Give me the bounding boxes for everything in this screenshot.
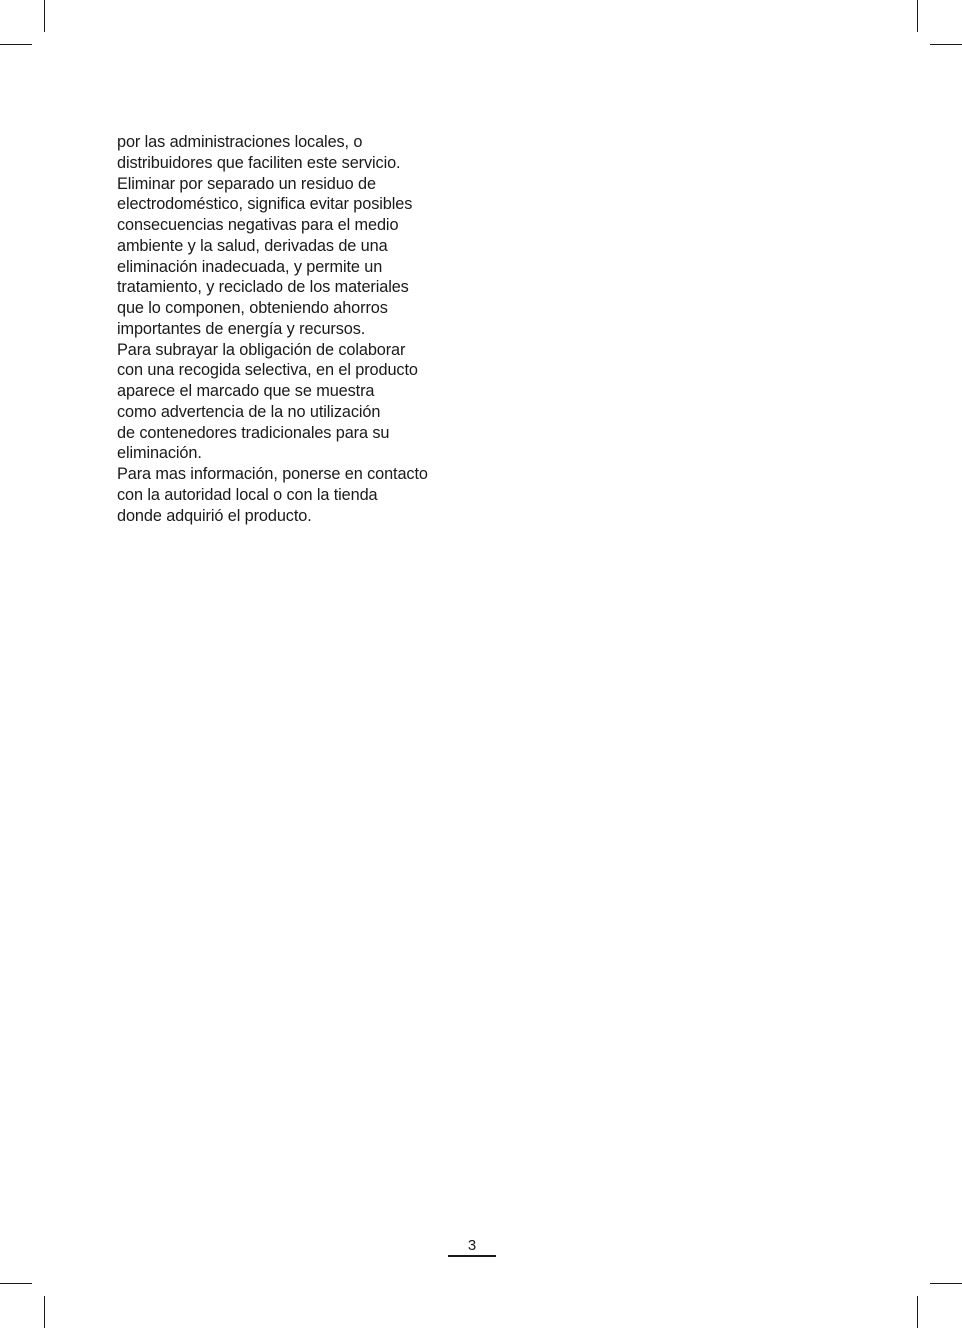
text-line: donde adquirió el producto. [117, 506, 312, 525]
crop-mark-bottom-right-horizontal [930, 1283, 962, 1284]
crop-mark-top-left-vertical [44, 0, 45, 32]
crop-mark-top-right-horizontal [930, 44, 962, 45]
crop-mark-top-right-vertical [917, 0, 918, 32]
page-number-underline [448, 1255, 496, 1257]
crop-mark-bottom-left-vertical [44, 1296, 45, 1328]
text-line: que lo componen, obteniendo ahorros [117, 299, 388, 317]
text-line: consecuencias negativas para el medio [117, 216, 399, 234]
text-line: Eliminar por separado un residuo de [117, 174, 376, 193]
text-line: de contenedores tradicionales para su [117, 423, 390, 442]
body-text-column [117, 132, 497, 526]
text-line: Para subrayar la obligación de colaborar [117, 340, 406, 359]
text-line: tratamiento, y reciclado de los materiales [117, 278, 409, 297]
crop-mark-top-left-horizontal [0, 44, 32, 45]
text-line: eliminación. [117, 444, 202, 463]
text-line: con una recogida selectiva, en el producto [117, 361, 418, 380]
text-line: por las administraciones locales, o [117, 133, 363, 151]
page-number: 3 [467, 1237, 477, 1254]
text-line: distribuidores que faciliten este servicio. [117, 153, 401, 172]
text-line: con la autoridad local o con la tienda [117, 485, 378, 504]
text-line: Para mas información, ponerse en contacto [117, 465, 428, 483]
text-line: ambiente y la salud, derivadas de una [117, 236, 388, 255]
text-line: eliminación inadecuada, y permite un [117, 257, 383, 276]
crop-mark-bottom-right-vertical [917, 1296, 918, 1328]
text-line: como advertencia de la no utilización [117, 402, 381, 421]
text-line: aparece el marcado que se muestra [117, 382, 375, 400]
crop-mark-bottom-left-horizontal [0, 1283, 32, 1284]
text-line: importantes de energía y recursos. [117, 319, 366, 338]
text-line: electrodoméstico, significa evitar posibles [117, 195, 413, 214]
